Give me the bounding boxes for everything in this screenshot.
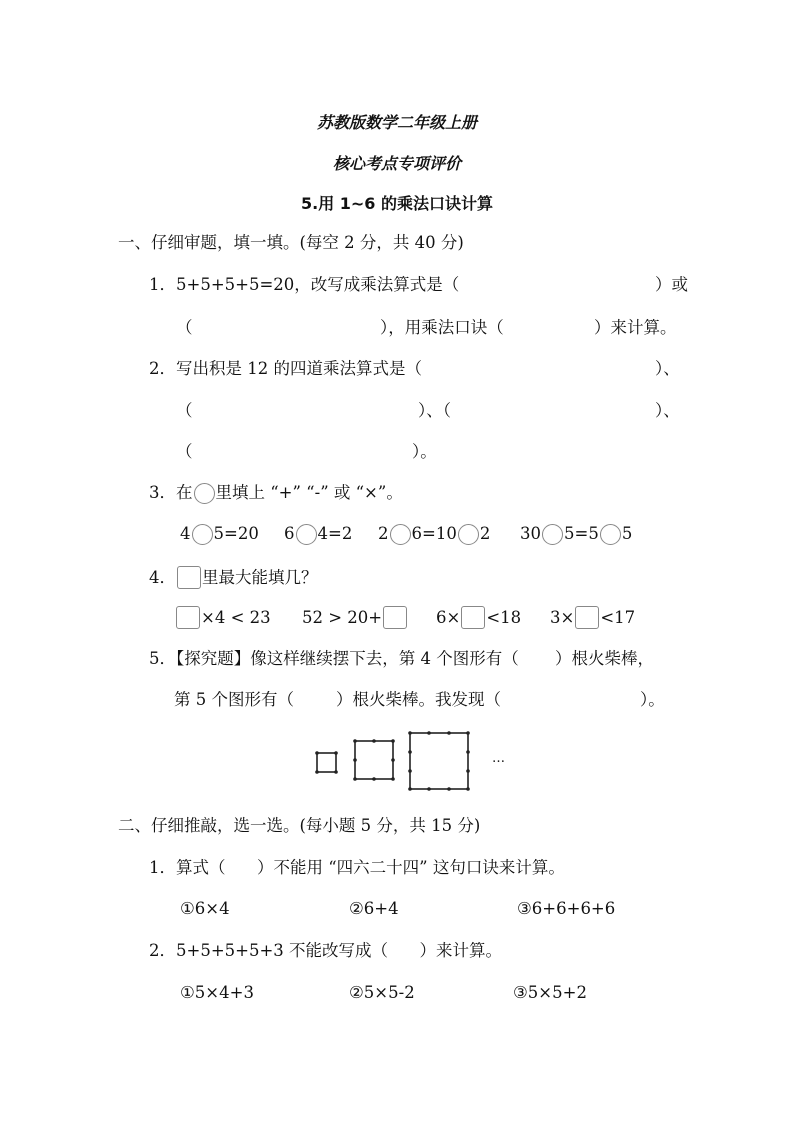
q4-item-4: [550, 606, 635, 629]
q3-sample-circle: [194, 483, 215, 504]
q3-answer-circle[interactable]: [542, 524, 563, 545]
s2-q1-option-3[interactable]: ③6+6+6+6: [517, 899, 616, 918]
q4-item-2-before: 52 > 20+: [302, 608, 383, 627]
q2-line2-end: ）、: [655, 401, 680, 420]
s2-q2-option-2[interactable]: ②5×5-2: [349, 983, 415, 1002]
q3-item-3: [378, 523, 490, 545]
q3-answer-circle[interactable]: [390, 524, 411, 545]
q3-item-2-left: 6: [284, 524, 295, 543]
q4-answer-box[interactable]: [461, 606, 485, 629]
q3-prompt: [149, 482, 403, 504]
doc-subtitle: 核心考点专项评价: [332, 154, 461, 173]
q5-line2-end: ）。: [640, 690, 665, 709]
q3-item-1-right: 5=20: [213, 524, 259, 543]
q3-answer-circle[interactable]: [192, 524, 213, 545]
q4-prompt-b: 里最大能填几？: [202, 568, 318, 587]
q4-prompt-a: 4．: [149, 568, 176, 587]
q1-line1-end: ）或: [655, 275, 688, 294]
q1-line2-end: ）来计算。: [594, 318, 677, 337]
q4-item-3-after: <18: [486, 608, 522, 627]
q3-item-1-left: 4: [180, 524, 191, 543]
matchstick-square-2: [355, 741, 393, 779]
q2-line1-end: ）、: [655, 359, 680, 378]
q3-item-3-mid: 6=10: [411, 524, 457, 543]
q3-item-4-left: 30: [520, 524, 541, 543]
q3-item-4-mid: 5=5: [564, 524, 599, 543]
q3-answer-circle[interactable]: [296, 524, 317, 545]
q4-item-3: [436, 606, 521, 629]
q4-answer-box[interactable]: [176, 606, 200, 629]
q5-line1-text: 5．【探究题】像这样继续摆下去，第 4 个图形有（: [149, 649, 519, 668]
q3-item-1: [180, 523, 259, 545]
q3-answer-circle[interactable]: [600, 524, 621, 545]
q2-line3-end: ）。: [412, 442, 437, 461]
q4-sample-box: [177, 566, 201, 589]
q3-item-2: [284, 523, 352, 545]
q4-item-4-before: 3×: [550, 608, 575, 627]
q2-line2-mid: ）、（: [418, 401, 451, 420]
matchstick-square-1: [317, 753, 336, 772]
q3-answer-circle[interactable]: [458, 524, 479, 545]
q5-line1-end: ）根火柴棒，: [555, 649, 654, 668]
q2-line1-text: 2．写出积是 12 的四道乘法算式是（: [149, 359, 422, 378]
q3-item-3-left: 2: [378, 524, 389, 543]
q4-item-2: [302, 606, 408, 629]
s2-q2-option-3[interactable]: ③5×5+2: [513, 983, 587, 1002]
q4-answer-box[interactable]: [575, 606, 599, 629]
matchstick-figure: [300, 725, 500, 800]
q2-line2-open: （: [176, 401, 193, 420]
section2-heading: 二、仔细推敲，选一选。(每小题 5 分，共 15 分): [118, 816, 481, 835]
q4-answer-box[interactable]: [383, 606, 407, 629]
s2-q2-option-1[interactable]: ①5×4+3: [180, 983, 254, 1002]
q5-line2-mid: ）根火柴棒。我发现（: [336, 690, 501, 709]
doc-topic: 5.用 1~6 的乘法口诀计算: [300, 194, 494, 213]
q3-item-3-right: 2: [479, 524, 491, 543]
doc-title: 苏教版数学二年级上册: [316, 113, 477, 132]
q3-prompt-b: 里填上 “+” “-” 或 “×”。: [215, 483, 403, 502]
s2-q1-text: 1．算式（ ）不能用 “四六二十四” 这句口诀来计算。: [149, 858, 565, 877]
q4-item-1-after: ×4 < 23: [201, 608, 271, 627]
q1-line1-text: 1．5+5+5+5=20，改写成乘法算式是（: [149, 275, 460, 294]
matchstick-ellipsis: …: [492, 751, 505, 766]
q4-item-3-before: 6×: [436, 608, 461, 627]
s2-q1-option-1[interactable]: ①6×4: [180, 899, 230, 918]
q3-item-4-right: 5: [621, 524, 633, 543]
q1-line2-open: （: [176, 318, 193, 337]
matchstick-square-3: [410, 733, 468, 789]
q4-item-1: [175, 606, 271, 629]
q3-item-2-right: 4=2: [317, 524, 353, 543]
q4-item-4-after: <17: [600, 608, 636, 627]
q3-prompt-a: 3．在: [149, 483, 193, 502]
section1-heading: 一、仔细审题，填一填。(每空 2 分，共 40 分): [118, 233, 464, 252]
s2-q1-option-2[interactable]: ②6+4: [349, 899, 399, 918]
q3-item-4: [520, 523, 632, 545]
q4-prompt: [149, 566, 318, 589]
q5-line2-text: 第 5 个图形有（: [174, 690, 294, 709]
q2-line3-open: （: [176, 442, 193, 461]
q1-line2-mid: ），用乘法口诀（: [380, 318, 504, 337]
s2-q2-text: 2．5+5+5+5+3 不能改写成（ ）来计算。: [149, 941, 503, 960]
